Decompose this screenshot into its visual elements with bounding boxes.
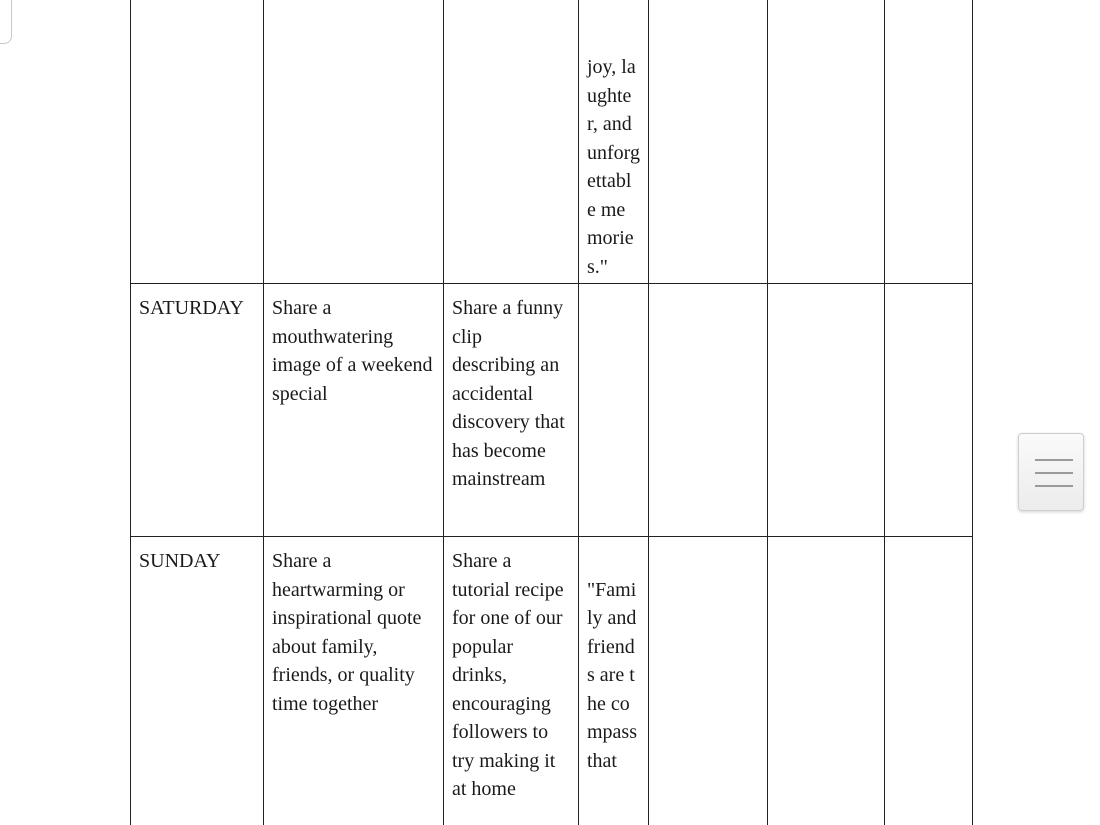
table-row	[131, 0, 973, 284]
day-cell: SATURDAY	[131, 284, 264, 537]
quote-cell	[579, 284, 649, 537]
hamburger-menu-icon	[1035, 472, 1073, 474]
menu-button[interactable]	[1018, 433, 1084, 511]
quote-cell	[579, 537, 649, 825]
empty-cell	[649, 537, 768, 825]
content-calendar-table	[130, 0, 973, 825]
side-panel-tab[interactable]	[0, 0, 12, 44]
hamburger-menu-icon	[1035, 485, 1073, 487]
quote-cell: joy, laughter, and unforgettable memories."	[579, 0, 649, 284]
video-post-cell: Share a funny clip describing an accidental discovery that has become mainstream	[444, 284, 579, 537]
empty-cell	[885, 0, 973, 284]
empty-cell	[885, 537, 973, 825]
hamburger-menu-icon	[1035, 459, 1073, 461]
day-cell	[131, 0, 264, 284]
empty-cell	[768, 0, 885, 284]
day-cell: SUNDAY	[131, 537, 264, 825]
empty-cell	[649, 284, 768, 537]
empty-cell	[885, 284, 973, 537]
quote-text: "Family and friends are the compass that	[587, 578, 637, 772]
table-row	[131, 537, 973, 825]
empty-cell	[768, 537, 885, 825]
table-row	[131, 284, 973, 537]
empty-cell	[768, 284, 885, 537]
video-post-cell	[444, 0, 579, 284]
empty-cell	[649, 0, 768, 284]
image-post-cell: Share a heartwarming or inspirational quote about family, friends, or quality time together	[264, 537, 444, 825]
video-post-cell: Share a tutorial recipe for one of our popular drinks, encouraging followers to try making it at home	[444, 537, 579, 825]
image-post-cell: Share a mouthwatering image of a weekend special	[264, 284, 444, 537]
image-post-cell	[264, 0, 444, 284]
